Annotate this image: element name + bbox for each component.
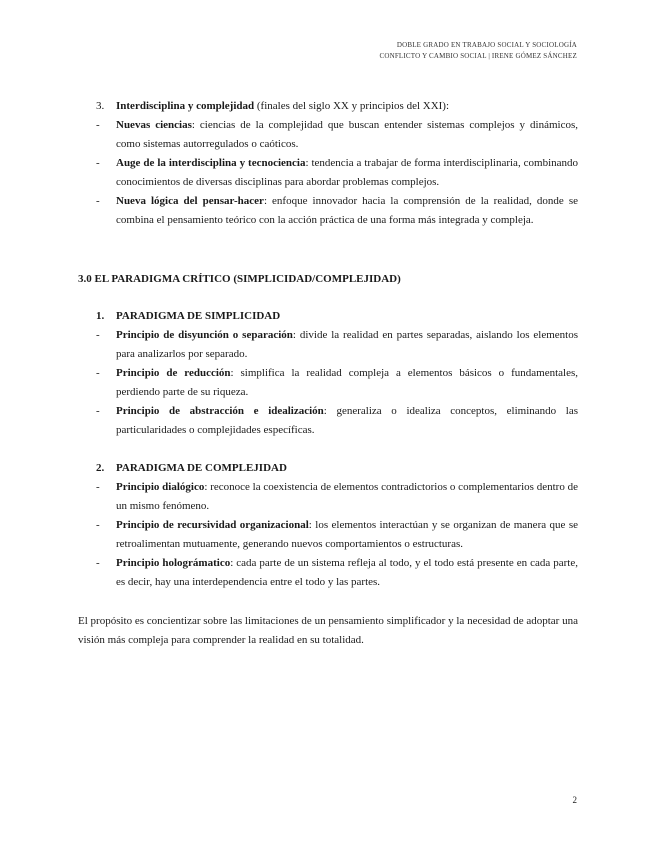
document-body: [78, 97, 578, 650]
list-item: [78, 402, 578, 440]
list-item: [78, 554, 578, 592]
item-3-bullets: [78, 116, 578, 230]
bullet-term: Nueva lógica del pensar-hacer: [116, 195, 264, 207]
bullet-text: : ciencias de la complejidad que buscan entender sistemas complejos y dinámicos, como sistemas autorregulados o caóticos.: [116, 119, 578, 150]
bullet-text: : enfoque innovador hacia la comprensión de la realidad, donde se combina el pensamiento teórico con la acción práctica de una forma más integrada y compleja.: [116, 195, 578, 226]
bullet-text: : reconoce la coexistencia de elementos contradictorios o complementarios dentro de un mismo fenómeno.: [116, 481, 578, 512]
simplicity-number: 1.: [96, 310, 105, 322]
item-3-title: Interdisciplina y complejidad: [116, 100, 255, 112]
item-3-subtitle: (finales del siglo XX y principios del XXI):: [254, 100, 450, 112]
bullet-term: Auge de la interdisciplina y tecnociencia: [116, 157, 306, 169]
bullet-term: Principio de disyunción o separación: [116, 329, 293, 341]
bullet-term: Principio dialógico: [116, 481, 205, 493]
complexity-number: 2.: [96, 462, 105, 474]
header-line-1: DOBLE GRADO EN TRABAJO SOCIAL Y SOCIOLOGÍA: [396, 41, 577, 49]
list-item: [78, 116, 578, 154]
list-item: [78, 192, 578, 230]
bullet-text: : cada parte de un sistema refleja al todo, y el todo está presente en cada parte, es decir, hay una interdependencia entre el todo y las partes.: [116, 557, 578, 588]
item-3-heading: [78, 97, 578, 116]
bullet-term: Nuevas ciencias: [116, 119, 192, 131]
list-item: [78, 478, 578, 516]
bullet-term: Principio de abstracción e idealización: [116, 405, 324, 417]
page-number: 2: [572, 795, 577, 805]
bullet-text: : tendencia a trabajar de forma interdisciplinaria, combinando conocimientos de diversas disciplinas para abordar problemas complejos.: [116, 157, 579, 188]
simplicity-bullets: [78, 326, 578, 440]
section-title: 3.0 EL PARADIGMA CRÍTICO (SIMPLICIDAD/COMPLEJIDAD): [78, 273, 401, 285]
list-item: [78, 516, 578, 554]
bullet-text: : divide la realidad en partes separadas, aislando los elementos para analizarlos por separado.: [116, 329, 578, 360]
simplicity-heading: [78, 307, 578, 326]
conclusion-paragraph: El propósito es concientizar sobre las limitaciones de un pensamiento simplificador y la necesidad de adoptar una visión más compleja para comprender la realidad en su totalidad.: [78, 615, 578, 646]
bullet-term: Principio holográmatico: [116, 557, 231, 569]
bullet-term: Principio de reducción: [116, 367, 231, 379]
complexity-heading: [78, 459, 578, 478]
list-item: [78, 326, 578, 364]
complexity-bullets: [78, 478, 578, 592]
header-line-2: CONFLICTO Y CAMBIO SOCIAL | IRENE GÓMEZ SÁNCHEZ: [379, 52, 577, 60]
bullet-text: : simplifica la realidad compleja a elementos básicos o fundamentales, perdiendo parte de su riqueza.: [116, 367, 578, 398]
list-item: [78, 154, 578, 192]
item-3-number: 3.: [96, 100, 105, 112]
bullet-text: : los elementos interactúan y se organizan de manera que se retroalimentan mutuamente, generando nuevos comportamientos o estructuras.: [116, 519, 579, 550]
simplicity-title: PARADIGMA DE SIMPLICIDAD: [116, 310, 281, 322]
complexity-title: PARADIGMA DE COMPLEJIDAD: [116, 462, 287, 474]
bullet-text: : generaliza o idealiza conceptos, eliminando las particularidades o complejidades específicas.: [116, 405, 578, 436]
list-item: [78, 364, 578, 402]
page-header: [379, 40, 577, 62]
bullet-term: Principio de recursividad organizacional: [116, 519, 309, 531]
